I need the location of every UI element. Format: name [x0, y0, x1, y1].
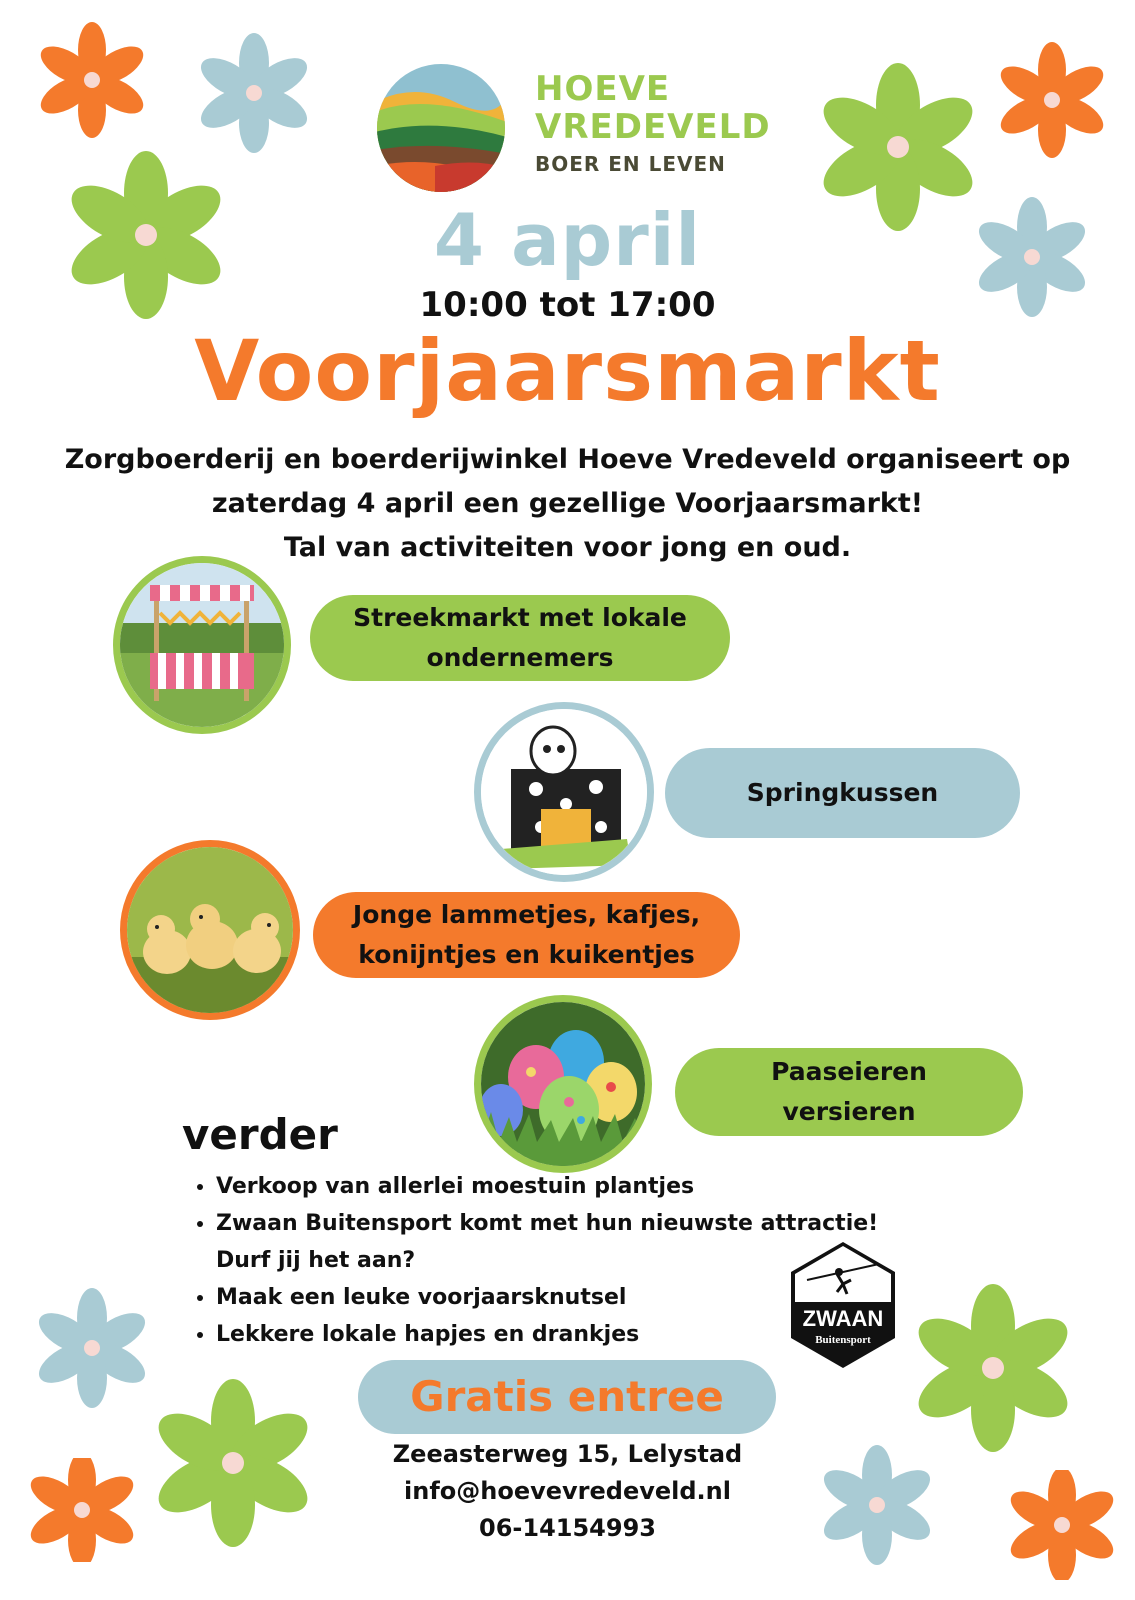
flower-decoration	[40, 20, 144, 140]
activity-pill-dieren	[313, 892, 740, 978]
intro-line: Zorgboerderij en boerderijwinkel Hoeve Vredeveld organiseert op	[64, 444, 1071, 475]
market-stall-photo	[113, 556, 291, 734]
list-item-text: Durf jij het aan?	[216, 1248, 416, 1273]
activity-text: Jonge lammetjes, kafjes,	[352, 900, 701, 929]
bouncy-castle-photo	[474, 702, 654, 882]
event-time: 10:00 tot 17:00	[419, 285, 716, 325]
list-item: • Verkoop van allerlei moestuin plantjes	[216, 1168, 936, 1205]
event-title: Voorjaarsmarkt	[194, 322, 941, 420]
zwaan-logo-name: ZWAAN	[802, 1306, 884, 1331]
verder-heading: verder	[182, 1110, 338, 1159]
activity-text: konijntjes en kuikentjes	[358, 940, 695, 969]
flower-decoration	[30, 1286, 154, 1410]
intro-text	[0, 438, 1135, 570]
easter-eggs-photo	[474, 995, 652, 1173]
email-link[interactable]: info@hoevevredeveld.nl	[404, 1477, 731, 1505]
event-date: 4 april	[433, 198, 702, 282]
activity-pill-streekmarkt	[310, 595, 730, 681]
list-item: • Maak een leuke voorjaarsknutsel	[216, 1279, 936, 1316]
contact-info	[0, 1436, 1135, 1547]
activity-text: ondernemers	[426, 643, 614, 672]
zwaan-logo-sub: Buitensport	[815, 1334, 871, 1346]
zwaan-logo-icon	[787, 1240, 899, 1370]
free-entry-text: Gratis entree	[410, 1372, 724, 1421]
chicks-photo	[120, 840, 300, 1020]
activity-pill-paaseieren	[675, 1048, 1023, 1136]
hoeve-vredeveld-logo-icon	[375, 62, 507, 194]
list-item-text: Zwaan Buitensport komt met hun nieuwste attractie!	[216, 1211, 879, 1236]
logo-title-line1: HOEVE	[535, 69, 671, 109]
flower-decoration	[1000, 42, 1104, 158]
intro-line: Tal van activiteiten voor jong en oud.	[283, 532, 852, 563]
activity-text: Springkussen	[746, 778, 939, 807]
flower-decoration	[192, 28, 316, 158]
activity-text: Streekmarkt met lokale	[353, 603, 687, 632]
free-entry-badge	[358, 1360, 776, 1434]
logo-tagline: BOER EN LEVEN	[535, 152, 726, 176]
intro-line: zaterdag 4 april een gezellige Voorjaarsmarkt!	[211, 488, 924, 519]
logo-title-line2: VREDEVELD	[535, 107, 771, 147]
activity-pill-springkussen	[665, 748, 1020, 838]
zwaan-buitensport-logo	[787, 1240, 899, 1370]
phone-number[interactable]: 06-14154993	[479, 1514, 656, 1542]
activity-text: Paaseieren	[771, 1057, 927, 1086]
activity-text: versieren	[782, 1097, 916, 1126]
address: Zeeasterweg 15, Lelystad	[392, 1440, 743, 1468]
list-item: • Lekkere lokale hapjes en drankjes	[216, 1316, 936, 1353]
